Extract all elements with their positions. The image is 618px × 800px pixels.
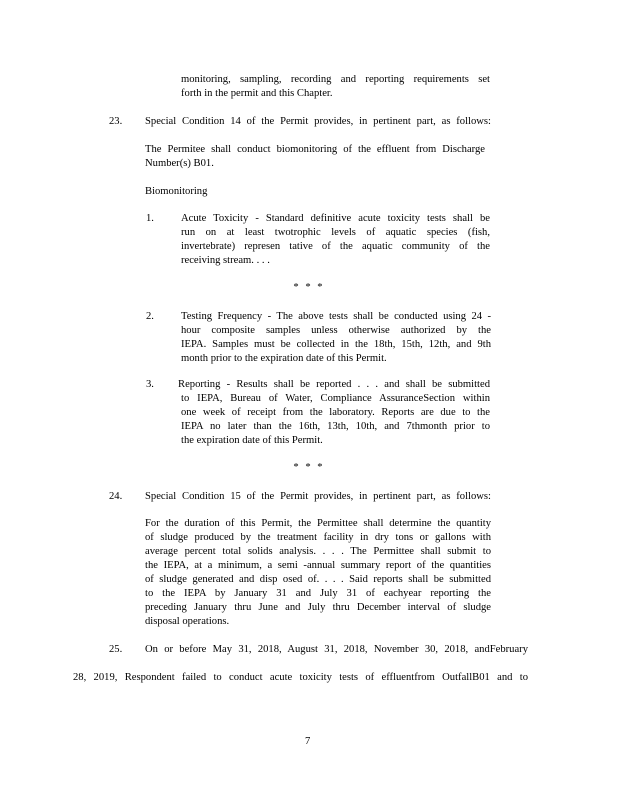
para-24-number: 24. bbox=[109, 491, 123, 502]
para-25-line-2: 28, 2019, Respondent failed to conduct acute toxicity tests of effluentfrom OutfallB01 and to bbox=[73, 672, 528, 683]
intro-continuation bbox=[181, 73, 490, 101]
item-3-text: Reporting - Results shall be reported . . . and shall be submitted to IEPA, Bureau of Water, Compliance AssuranceSection within one week of receipt from the laboratory. Reports are due to the IEPA no later than the 16th, 13th, 10th, and 7thmonth prior to the expiration date of this Permit. bbox=[178, 379, 490, 446]
para-23-number: 23. bbox=[109, 116, 123, 127]
biomonitoring-heading: Biomonitoring bbox=[145, 186, 208, 197]
para-25-line-1: On or before May 31, 2018, August 31, 2018, November 30, 2018, andFebruary bbox=[145, 644, 528, 655]
para-23-quote bbox=[145, 143, 485, 171]
section-break-2: * * * bbox=[293, 462, 325, 473]
item-3-number: 3. bbox=[146, 379, 154, 390]
item-2-number: 2. bbox=[146, 311, 154, 322]
intro-line-2: forth in the permit and this Chapter. bbox=[181, 88, 333, 99]
quote-line-1: The Permitee shall conduct biomonitoring of the effluent from Discharge bbox=[145, 144, 485, 155]
item-1-number: 1. bbox=[146, 213, 154, 224]
para-24-text: Special Condition 15 of the Permit provides, in pertinent part, as follows: bbox=[145, 491, 491, 502]
item-2-text: Testing Frequency - The above tests shall be conducted using 24 - hour composite samples unless otherwise authorized by the IEPA. Samples must be collected in the 18th, 15th, 12th, and 9th month prior to the expiration date of this Permit. bbox=[181, 311, 491, 364]
intro-line-1: monitoring, sampling, recording and reporting requirements set bbox=[181, 74, 490, 85]
section-break-1: * * * bbox=[293, 282, 325, 293]
item-1-text: Acute Toxicity - Standard definitive acute toxicity tests shall be run on at least twotrophic levels of aquatic species (fish, invertebrate) represen tative of the aquatic community of the receiving stream. . . . bbox=[181, 213, 490, 266]
quote-line-2: Number(s) B01. bbox=[145, 158, 214, 169]
para-24-quote: For the duration of this Permit, the Permittee shall determine the quantity of sludge produced by the treatment facility in dry tons or gallons with average percent total solids analysis. . . . The Permittee shall submit to the IEPA, at a minimum, a semi -annual summary report of the quantities of sludge generated and disp osed of. . . . Said reports shall be submitted to the IEPA by January 31 and July 31 of eachyear reporting the preceding January thru June and July thru December interval of sludge disposal operations. bbox=[145, 518, 491, 627]
page-number: 7 bbox=[305, 736, 311, 747]
para-25-number: 25. bbox=[109, 644, 123, 655]
para-23-text: Special Condition 14 of the Permit provides, in pertinent part, as follows: bbox=[145, 116, 491, 127]
